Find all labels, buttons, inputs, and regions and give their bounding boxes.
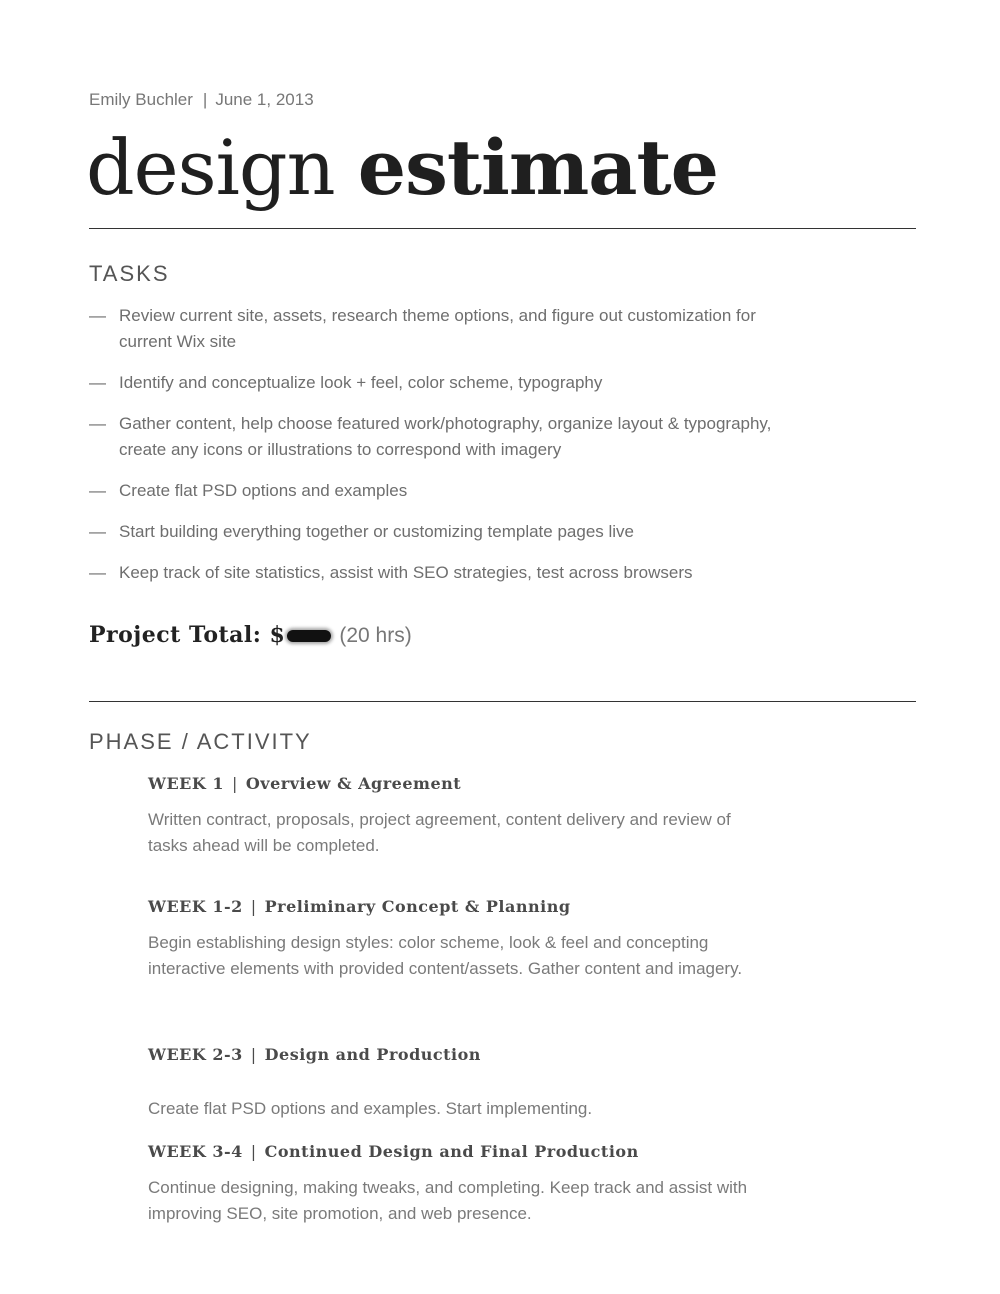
task-text: Review current site, assets, research theme options, and figure out customization for current Wix site — [119, 306, 756, 351]
project-total-label: Project Total: $ — [89, 622, 286, 648]
phase-week-heading — [148, 774, 768, 793]
byline-separator: | — [202, 90, 208, 109]
redacted-amount — [287, 630, 331, 642]
phase-heading: PHASE / ACTIVITY — [89, 729, 312, 754]
phase-separator: | — [250, 1045, 257, 1064]
middle-divider — [89, 701, 916, 702]
author-name: Emily Buchler — [89, 90, 193, 109]
phase-title: Overview & Agreement — [245, 774, 462, 793]
list-item — [89, 411, 789, 463]
task-text: Gather content, help choose featured work/photography, organize layout & typography, create any icons or illustrations to correspond with imagery — [119, 414, 772, 459]
task-text: Keep track of site statistics, assist with SEO strategies, test across browsers — [119, 563, 693, 582]
title-bold-word: estimate — [357, 123, 718, 212]
document-date: June 1, 2013 — [215, 90, 314, 109]
phase-week-heading — [148, 1142, 768, 1161]
task-text: Create flat PSD options and examples — [119, 481, 408, 500]
phase-title: Design and Production — [264, 1045, 481, 1064]
document-title — [86, 118, 718, 218]
phase-item — [148, 1045, 768, 1122]
list-item — [89, 370, 789, 396]
project-total — [89, 622, 412, 648]
dash-marker: — — [89, 481, 106, 500]
phase-week-heading — [148, 1045, 768, 1064]
phase-week: WEEK 1-2 — [148, 897, 243, 916]
phase-description: Create flat PSD options and examples. Start implementing. — [148, 1099, 593, 1118]
phase-description: Continue designing, making tweaks, and completing. Keep track and assist with improving SEO, site promotion, and web presence. — [148, 1178, 748, 1223]
phase-week: WEEK 3-4 — [148, 1142, 243, 1161]
list-item — [89, 560, 789, 586]
phase-week-heading — [148, 897, 768, 916]
dash-marker: — — [89, 522, 106, 541]
phase-title: Continued Design and Final Production — [264, 1142, 639, 1161]
phase-separator: | — [250, 897, 257, 916]
top-divider — [89, 228, 916, 229]
phase-separator: | — [231, 774, 238, 793]
phase-separator: | — [250, 1142, 257, 1161]
tasks-heading: TASKS — [89, 261, 170, 286]
byline — [89, 90, 314, 110]
task-text: Start building everything together or customizing template pages live — [119, 522, 635, 541]
phase-title: Preliminary Concept & Planning — [264, 897, 571, 916]
task-list — [89, 303, 789, 601]
phase-description: Begin establishing design styles: color scheme, look & feel and concepting interactive elements with provided content/assets. Gather content and imagery. — [148, 933, 743, 978]
list-item — [89, 478, 789, 504]
task-text: Identify and conceptualize look + feel, color scheme, typography — [119, 373, 603, 392]
list-item — [89, 303, 789, 355]
dash-marker: — — [89, 373, 106, 392]
phase-item — [148, 897, 768, 982]
phase-item — [148, 774, 768, 859]
title-light-word: design — [86, 123, 335, 212]
dash-marker: — — [89, 414, 106, 433]
list-item — [89, 519, 789, 545]
dash-marker: — — [89, 563, 106, 582]
project-hours: (20 hrs) — [339, 624, 412, 647]
phase-week: WEEK 2-3 — [148, 1045, 243, 1064]
phase-description: Written contract, proposals, project agreement, content delivery and review of tasks ahead will be completed. — [148, 810, 731, 855]
phase-week: WEEK 1 — [148, 774, 224, 793]
dash-marker: — — [89, 306, 106, 325]
phase-item — [148, 1142, 768, 1227]
